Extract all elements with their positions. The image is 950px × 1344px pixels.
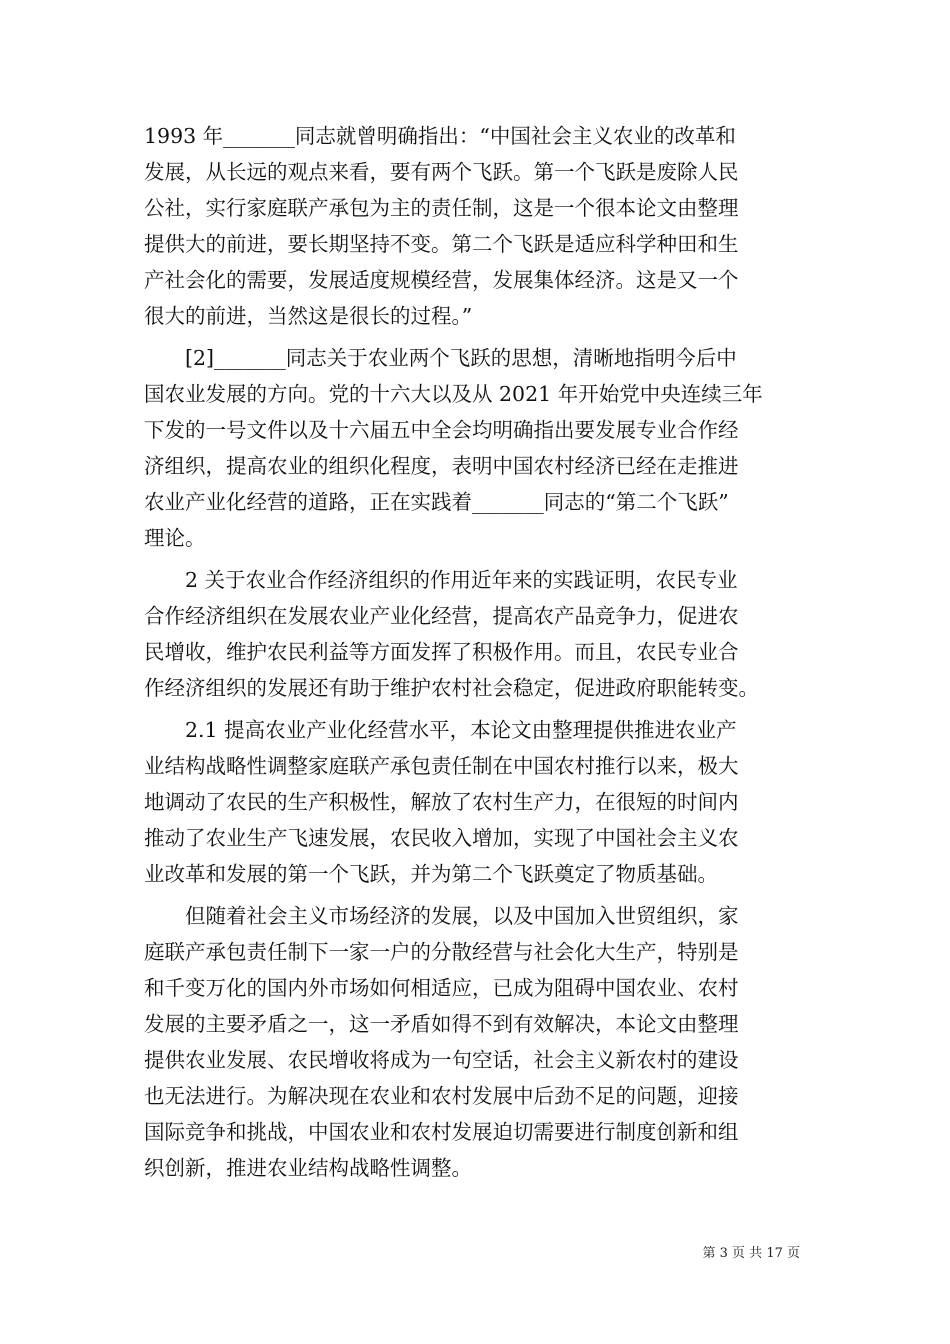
paragraph	[144, 712, 808, 892]
text-line: 公社，实行家庭联产承包为主的责任制，这是一个很本论文由整理	[144, 196, 739, 220]
paragraph	[144, 562, 808, 706]
text-line: 合作经济组织在发展农业产业化经营，提高农产品竞争力，促进农	[144, 604, 739, 628]
text-line: 国农业发展的方向。党的十六大以及从 2021 年开始党中央连续三年	[144, 382, 763, 406]
text-line: 产社会化的需要，发展适度规模经营，发展集体经济。这是又一个	[144, 268, 739, 292]
text-line: 织创新，推进农业结构战略性调整。	[144, 1156, 472, 1180]
text-line: 也无法进行。为解决现在农业和农村发展中后劲不足的问题，迎接	[144, 1084, 739, 1108]
text-line: 业结构战略性调整家庭联产承包责任制在中国农村推行以来，极大	[144, 754, 739, 778]
text-line: 提供农业发展、农民增收将成为一句空话，社会主义新农村的建设	[144, 1048, 739, 1072]
text-line: 庭联产承包责任制下一家一户的分散经营与社会化大生产，特别是	[144, 940, 739, 964]
paragraph	[144, 118, 808, 334]
text-line: 和千变万化的国内外市场如何相适应，已成为阻碍中国农业、农村	[144, 976, 739, 1000]
text-line: 2.1 提高农业产业化经营水平，本论文由整理提供推进农业产	[185, 718, 737, 742]
text-line: 发展，从长远的观点来看，要有两个飞跃。第一个飞跃是废除人民	[144, 160, 739, 184]
text-line: 下发的一号文件以及十六届五中全会均明确指出要发展专业合作经	[144, 418, 739, 442]
page-number-footer: 第 3 页 共 17 页	[702, 1246, 800, 1261]
text-line: 提供大的前进，要长期坚持不变。第二个飞跃是适应科学种田和生	[144, 232, 739, 256]
text-line: 业改革和发展的第一个飞跃，并为第二个飞跃奠定了物质基础。	[144, 862, 718, 886]
document-body	[144, 118, 808, 1186]
text-line: 2 关于农业合作经济组织的作用近年来的实践证明，农民专业	[185, 568, 738, 592]
text-line: 很大的前进，当然这是很长的过程。”	[144, 304, 473, 328]
text-line: 发展的主要矛盾之一，这一矛盾如得不到有效解决，本论文由整理	[144, 1012, 739, 1036]
paragraph	[144, 898, 808, 1186]
text-line: 但随着社会主义市场经济的发展，以及中国加入世贸组织，家	[185, 904, 739, 928]
text-line: 1993 年_______同志就曾明确指出：“中国社会主义农业的改革和	[144, 124, 736, 148]
text-line: 作经济组织的发展还有助于维护农村社会稳定，促进政府职能转变。	[144, 676, 759, 700]
text-line: 农业产业化经营的道路，正在实践着_______同志的“第二个飞跃”	[144, 490, 729, 514]
text-line: 地调动了农民的生产积极性，解放了农村生产力，在很短的时间内	[144, 790, 739, 814]
text-line: 民增收，维护农民利益等方面发挥了积极作用。而且，农民专业合	[144, 640, 739, 664]
text-line: 推动了农业生产飞速发展，农民收入增加，实现了中国社会主义农	[144, 826, 739, 850]
paragraph	[144, 340, 808, 556]
text-line: 理论。	[144, 526, 206, 550]
text-line: 国际竞争和挑战，中国农业和农村发展迫切需要进行制度创新和组	[144, 1120, 739, 1144]
text-line: 济组织，提高农业的组织化程度，表明中国农村经济已经在走推进	[144, 454, 739, 478]
text-line: [2]_______同志关于农业两个飞跃的思想，清晰地指明今后中	[185, 346, 737, 370]
